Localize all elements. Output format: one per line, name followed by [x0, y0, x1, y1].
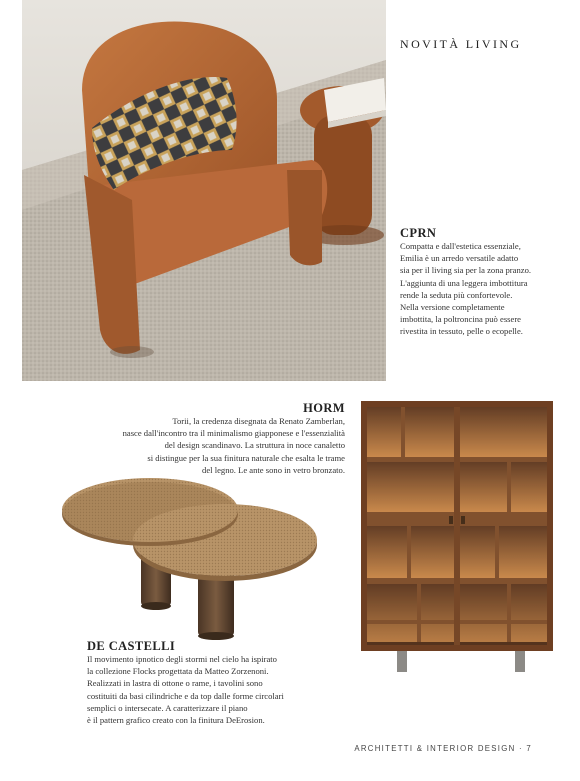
text-line: semplici o intersecate. A caratterizzare il piano — [87, 702, 248, 713]
decastelli-brand: DE CASTELLI — [87, 639, 176, 653]
text-line: si distingue per la sua finitura naturale che esalta le trame — [147, 452, 345, 463]
text-line: rende la seduta più confortevole. — [400, 289, 513, 300]
horm-description — [100, 415, 345, 476]
text-line: sia per il living sia per la zona pranzo. — [400, 265, 532, 276]
coffee-tables-photo — [55, 472, 325, 642]
text-line: nasce dall'incontro tra il minimalismo giapponese e l'essenzialità — [122, 428, 345, 439]
text-line: costituiti da basi cilindriche e da top dalle forme circolari — [87, 690, 284, 701]
armchair-photo — [22, 0, 386, 381]
text-line: rivestita in tessuto, pelle o ecopelle. — [400, 326, 523, 337]
decastelli-description — [87, 653, 317, 726]
page-footer: ARCHITETTI & INTERIOR DESIGN · 7 — [354, 744, 532, 753]
text-line: Realizzati in lastra di ottone o rame, i tavolini sono — [87, 678, 263, 689]
horm-brand: HORM — [303, 401, 345, 415]
text-line: è il pattern grafico creato con la finitura DeErosion. — [87, 715, 265, 726]
text-line: Il movimento ipnotico degli stormi nel cielo ha ispirato — [87, 654, 277, 664]
cabinet-photo — [357, 398, 557, 678]
text-line: del legno. Le ante sono in vetro bronzato. — [202, 464, 345, 475]
text-line: imbottita, la poltroncina può essere — [400, 314, 521, 325]
cprn-brand: CPRN — [400, 226, 437, 240]
text-line: Emilia è un arredo versatile adatto — [400, 253, 519, 264]
text-line: Nella versione completamente — [400, 302, 505, 313]
text-line: del design scandinavo. La struttura in noce canaletto — [164, 440, 345, 451]
cprn-description — [400, 240, 550, 338]
text-line: la collezione Flocks progettata da Matteo Zorzenoni. — [87, 666, 269, 677]
text-line: Compatta e dall'estetica essenziale, — [400, 241, 521, 251]
text-line: Torii, la credenza disegnata da Renato Zamberlan, — [172, 416, 345, 426]
section-title: NOVITÀ LIVING — [400, 37, 522, 51]
text-line: L'aggiunta di una leggera imbottitura — [400, 277, 528, 288]
